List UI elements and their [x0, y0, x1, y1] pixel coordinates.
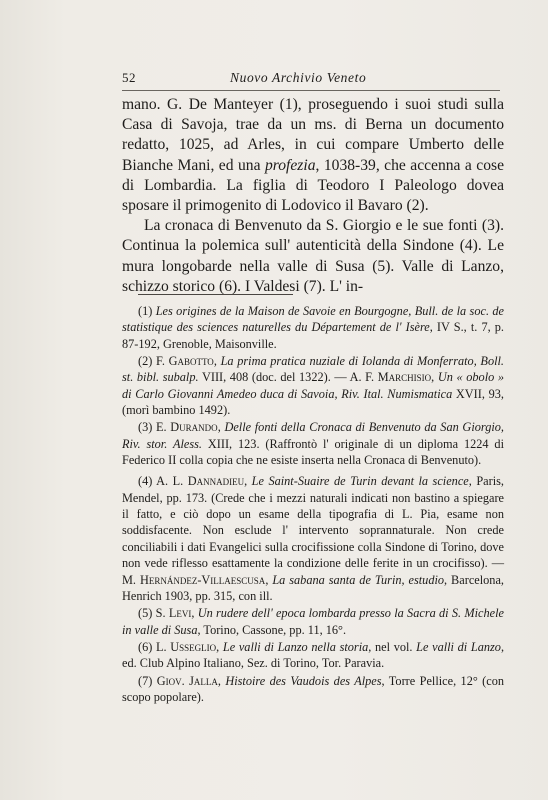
footnote-7-sep: , — [217, 673, 226, 688]
paragraph-1-text-cont: , 1038-39, che accenna a cose di Lombardia. La figlia di Teodoro I Paleologo dovea sposare il primogenito di Lodovico il Bavaro (2). — [122, 156, 505, 215]
footnote-4-title-1: Le Saint-Suaire de Turin devant la science — [251, 474, 469, 489]
footnote-4-sep-2: , — [265, 572, 273, 587]
paragraph-1 — [122, 95, 504, 216]
main-text — [122, 95, 504, 297]
footnote-6 — [122, 639, 504, 672]
footnote-7-author: Giov. Jalla — [156, 673, 218, 688]
footnote-4 — [122, 473, 504, 604]
footnote-2 — [122, 353, 504, 418]
page-number: 52 — [122, 70, 136, 85]
paragraph-2 — [122, 216, 504, 297]
footnote-5-sep: , — [191, 606, 198, 621]
footnote-2-marker: (2) F. — [138, 354, 169, 369]
footnote-4-marker: (4) A. L. — [138, 474, 188, 489]
footnote-6-text-1: , nel vol. — [368, 639, 417, 654]
footnote-4-sep-1: , — [244, 474, 252, 489]
paragraph-1-italic: profezia — [264, 156, 316, 174]
footnote-2-author-2: Marchisio — [377, 370, 432, 385]
footnote-4-title-2: La sabana santa de Turin, estudio — [272, 572, 445, 587]
footnotes — [122, 303, 504, 706]
footnote-1-text: , IV S., t. 7, p. 87-192, Grenoble, Maisonville. — [122, 320, 504, 351]
footnote-4-author-2: Hernández-Villaescusa — [139, 572, 266, 587]
footnote-4-text-2: , Barcelona, Henrich 1903, pp. 315, con ill. — [122, 572, 504, 603]
footnote-7-marker: (7) — [138, 673, 157, 688]
footnote-6-sep: , — [216, 639, 223, 654]
footnote-5-author: Levi — [168, 606, 192, 621]
footnote-5-title: Un rudere dell' epoca lombarda presso la Sacra di S. Michele in valle di Susa — [122, 606, 504, 637]
footnote-3-marker: (3) E. — [138, 420, 171, 435]
footnote-6-marker: (6) L. — [138, 639, 171, 654]
footnote-1 — [122, 303, 504, 352]
paragraph-1-text: mano. G. De Manteyer (1), proseguendo i suoi studi sulla Casa di Savoja, trae da un ms. di Berna un documento redatto, 1025, ad Arles, in cui compare Umberto delle Bianche Mani, ed una — [122, 96, 504, 174]
footnote-1-marker: (1) — [138, 304, 156, 318]
footnote-3 — [122, 419, 504, 468]
footnote-4-author-1: Dannadieu — [187, 474, 245, 489]
footnote-3-author: Durando — [170, 420, 218, 435]
footnote-5 — [122, 605, 504, 638]
journal-title: Nuovo Archivio Veneto — [230, 70, 367, 85]
footnote-2-author-1: Gabotto — [168, 354, 214, 369]
footnote-6-author: Usseglio — [170, 639, 217, 654]
footnote-2-sep-1: , — [213, 354, 221, 369]
footnote-3-sep: , — [217, 420, 225, 435]
paragraph-2-text: La cronaca di Benvenuto da S. Giorgio e le sue fonti (3). Continua la polemica sull' autenticità della Sindone (4). Le mura longobarde nella valle di Susa (5). Valle di Lanzo, schizzo storico (6). I Valdesi (7). L' in- — [122, 217, 504, 295]
footnote-5-marker: (5) S. — [138, 606, 169, 621]
footnote-2-text-2: XVII, 93, (morì bambino 1492). — [122, 386, 504, 418]
footnote-3-title: Delle fonti della Cronaca di Benvenuto da San Giorgio, Riv. stor. Aless. — [122, 420, 504, 451]
header-rule — [122, 90, 500, 91]
footnote-5-text: , Torino, Cassone, pp. 11, 16°. — [197, 622, 347, 637]
footnote-6-title-2: Le valli di Lanzo — [416, 639, 501, 654]
footnote-4-text-1: , Paris, Mendel, pp. 173. (Crede che i mezzi naturali indicati non bastino a spiegare il fatto, e ciò dopo un esame della tipografia di L. Pia, esame non soddisfacente. Non esclude l' intervento soprannaturale. Non crede conciliabili i dati Evangelici sulla crocifissione colla Sindone di Torino, dove non vede riflesso esattamente la condizione delle ferite in un crocifisso). — M. — [122, 474, 504, 587]
footnote-rule — [138, 294, 293, 295]
footnote-7-text: , Torre Pellice, 12° (con scopo popolare). — [122, 673, 504, 704]
running-head — [122, 70, 500, 90]
footnote-6-text-2: , ed. Club Alpino Italiano, Sez. di Torino, Tor. Paravia. — [122, 639, 505, 671]
footnote-2-title-1: La prima pratica nuziale di Iolanda di Monferrato, Boll. st. bibl. subalp. — [122, 354, 504, 385]
footnote-1-title: Les origines de la Maison de Savoie en Bourgogne, Bull. de la soc. de statistique des sciences naturelles du Département de l' Isère — [122, 304, 505, 335]
footnote-3-text: XIII, 123. (Raffrontò l' originale di un diploma 1224 di Federico II colla copia che ne esiste inserta nella Cronaca di Benvenuto). — [122, 436, 504, 468]
footnote-7-title: Histoire des Vaudois des Alpes — [225, 673, 382, 688]
footnote-2-text-1: VIII, 408 (doc. del 1322). — A. F. — [198, 370, 378, 385]
footnote-6-title-1: Le valli di Lanzo nella storia — [222, 639, 369, 654]
footnote-7 — [122, 673, 504, 706]
footnote-2-sep-2: , — [431, 370, 438, 385]
footnote-2-title-2: Un « obolo » di Carlo Giovanni Amedeo duca di Savoia, Riv. Ital. Numismatica — [122, 370, 505, 401]
